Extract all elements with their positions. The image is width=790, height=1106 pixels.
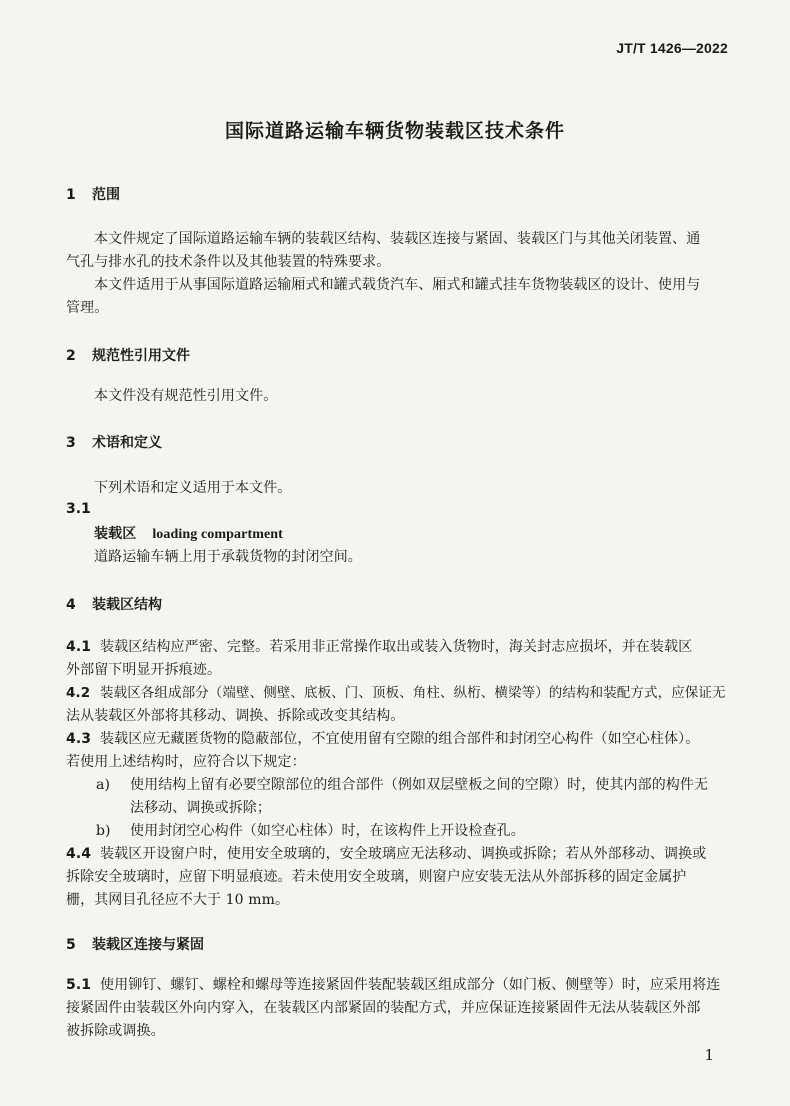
clause-4-4-number: 4.4 xyxy=(66,846,92,862)
term-number: 3.1 xyxy=(66,501,91,517)
section-3-number: 3 xyxy=(66,435,76,451)
term-definition: 道路运输车辆上用于承载货物的封闭空间。 xyxy=(94,549,362,565)
clause-4-3-text: 装载区应无藏匿货物的隐蔽部位，不宜使用留有空隙的组合部件和封闭空心构件（如空心柱体）。 xyxy=(100,731,700,747)
s2-para1: 本文件没有规范性引用文件。 xyxy=(94,388,278,404)
term-english: loading compartment xyxy=(152,527,283,542)
section-2-heading xyxy=(66,345,190,365)
s1-para2-line1: 本文件适用于从事国际道路运输厢式和罐式载货汽车、厢式和罐式挂车货物装载区的设计、使用与 xyxy=(94,277,701,293)
s1-para1-line1: 本文件规定了国际道路运输车辆的装载区结构、装载区连接与紧固、装载区门与其他关闭装置、通 xyxy=(94,231,701,247)
item-a-text: 使用结构上留有必要空隙部位的组合部件（例如双层壁板之间的空隙）时，使其内部的构件无 xyxy=(130,777,709,793)
clause-4-4-line3: 栅，其网目孔径应不大于 10 mm。 xyxy=(66,892,290,908)
section-3-heading xyxy=(66,432,162,452)
clause-5-1-line3: 被拆除或调换。 xyxy=(66,1023,165,1039)
term-entry xyxy=(94,524,283,545)
section-4-heading xyxy=(66,594,162,614)
clause-4-3-line2: 若使用上述结构时，应符合以下规定： xyxy=(66,754,306,770)
section-2-title: 规范性引用文件 xyxy=(92,348,190,364)
term-chinese: 装载区 xyxy=(94,526,137,542)
section-2-number: 2 xyxy=(66,348,76,364)
item-b-mark: b) xyxy=(96,823,111,839)
s3-para1: 下列术语和定义适用于本文件。 xyxy=(94,480,292,496)
clause-4-1-text: 装载区结构应严密、完整。若采用非正常操作取出或装入货物时，海关封志应损坏，并在装载区 xyxy=(100,639,693,655)
section-5-title: 装载区连接与紧固 xyxy=(92,937,204,953)
clause-4-2-text: 装载区各组成部分（端壁、侧壁、底板、门、顶板、角柱、纵桁、横梁等）的结构和装配方式，应保证无 xyxy=(100,685,726,701)
item-b-line1 xyxy=(96,821,525,841)
section-1-number: 1 xyxy=(66,187,76,203)
clause-4-4-line2: 拆除安全玻璃时，应留下明显痕迹。若未使用安全玻璃，则窗户应安装无法从外部拆移的固定金属护 xyxy=(66,869,687,885)
section-1-heading xyxy=(66,184,120,204)
clause-4-1-line1 xyxy=(66,637,692,657)
item-a-line2: 法移动、调换或拆除； xyxy=(130,800,271,816)
clause-4-2-line2: 法从装载区外部将其移动、调换、拆除或改变其结构。 xyxy=(66,708,405,724)
section-3-title: 术语和定义 xyxy=(92,435,162,451)
document-title: 国际道路运输车辆货物装载区技术条件 xyxy=(224,120,565,142)
item-b-text: 使用封闭空心构件（如空心柱体）时，在该构件上开设检查孔。 xyxy=(130,823,525,839)
section-5-number: 5 xyxy=(66,937,76,953)
clause-5-1-line2: 接紧固件由装载区外向内穿入，在装载区内部紧固的装配方式，并应保证连接紧固件无法从装载区外部 xyxy=(66,1000,701,1016)
section-4-title: 装载区结构 xyxy=(92,597,162,613)
section-4-number: 4 xyxy=(66,597,76,613)
page-number: 1 xyxy=(704,1046,714,1064)
clause-4-1-number: 4.1 xyxy=(66,639,92,655)
section-5-heading xyxy=(66,934,204,954)
clause-4-4-line1 xyxy=(66,844,706,864)
clause-4-1-line2: 外部留下明显开拆痕迹。 xyxy=(66,662,222,678)
clause-4-3-line1 xyxy=(66,729,699,749)
clause-4-2-number: 4.2 xyxy=(66,685,91,701)
s1-para2-line2: 管理。 xyxy=(66,300,109,316)
item-a-line1 xyxy=(96,775,708,795)
clause-5-1-line1 xyxy=(66,975,720,995)
item-a-mark: a) xyxy=(96,777,111,793)
s1-para1-line2: 气孔与排水孔的技术条件以及其他装置的特殊要求。 xyxy=(66,254,391,270)
standard-code: JT/T 1426—2022 xyxy=(616,40,728,56)
clause-4-4-text: 装载区开设窗户时，使用安全玻璃的，安全玻璃应无法移动、调换或拆除；若从外部移动、调换或 xyxy=(100,846,707,862)
clause-4-3-number: 4.3 xyxy=(66,731,92,747)
clause-5-1-text: 使用铆钉、螺钉、螺栓和螺母等连接紧固件装配装载区组成部分（如门板、侧壁等）时，应采用将连 xyxy=(100,977,721,993)
section-1-title: 范围 xyxy=(92,187,120,203)
clause-4-2-line1 xyxy=(66,683,726,703)
clause-5-1-number: 5.1 xyxy=(66,977,92,993)
